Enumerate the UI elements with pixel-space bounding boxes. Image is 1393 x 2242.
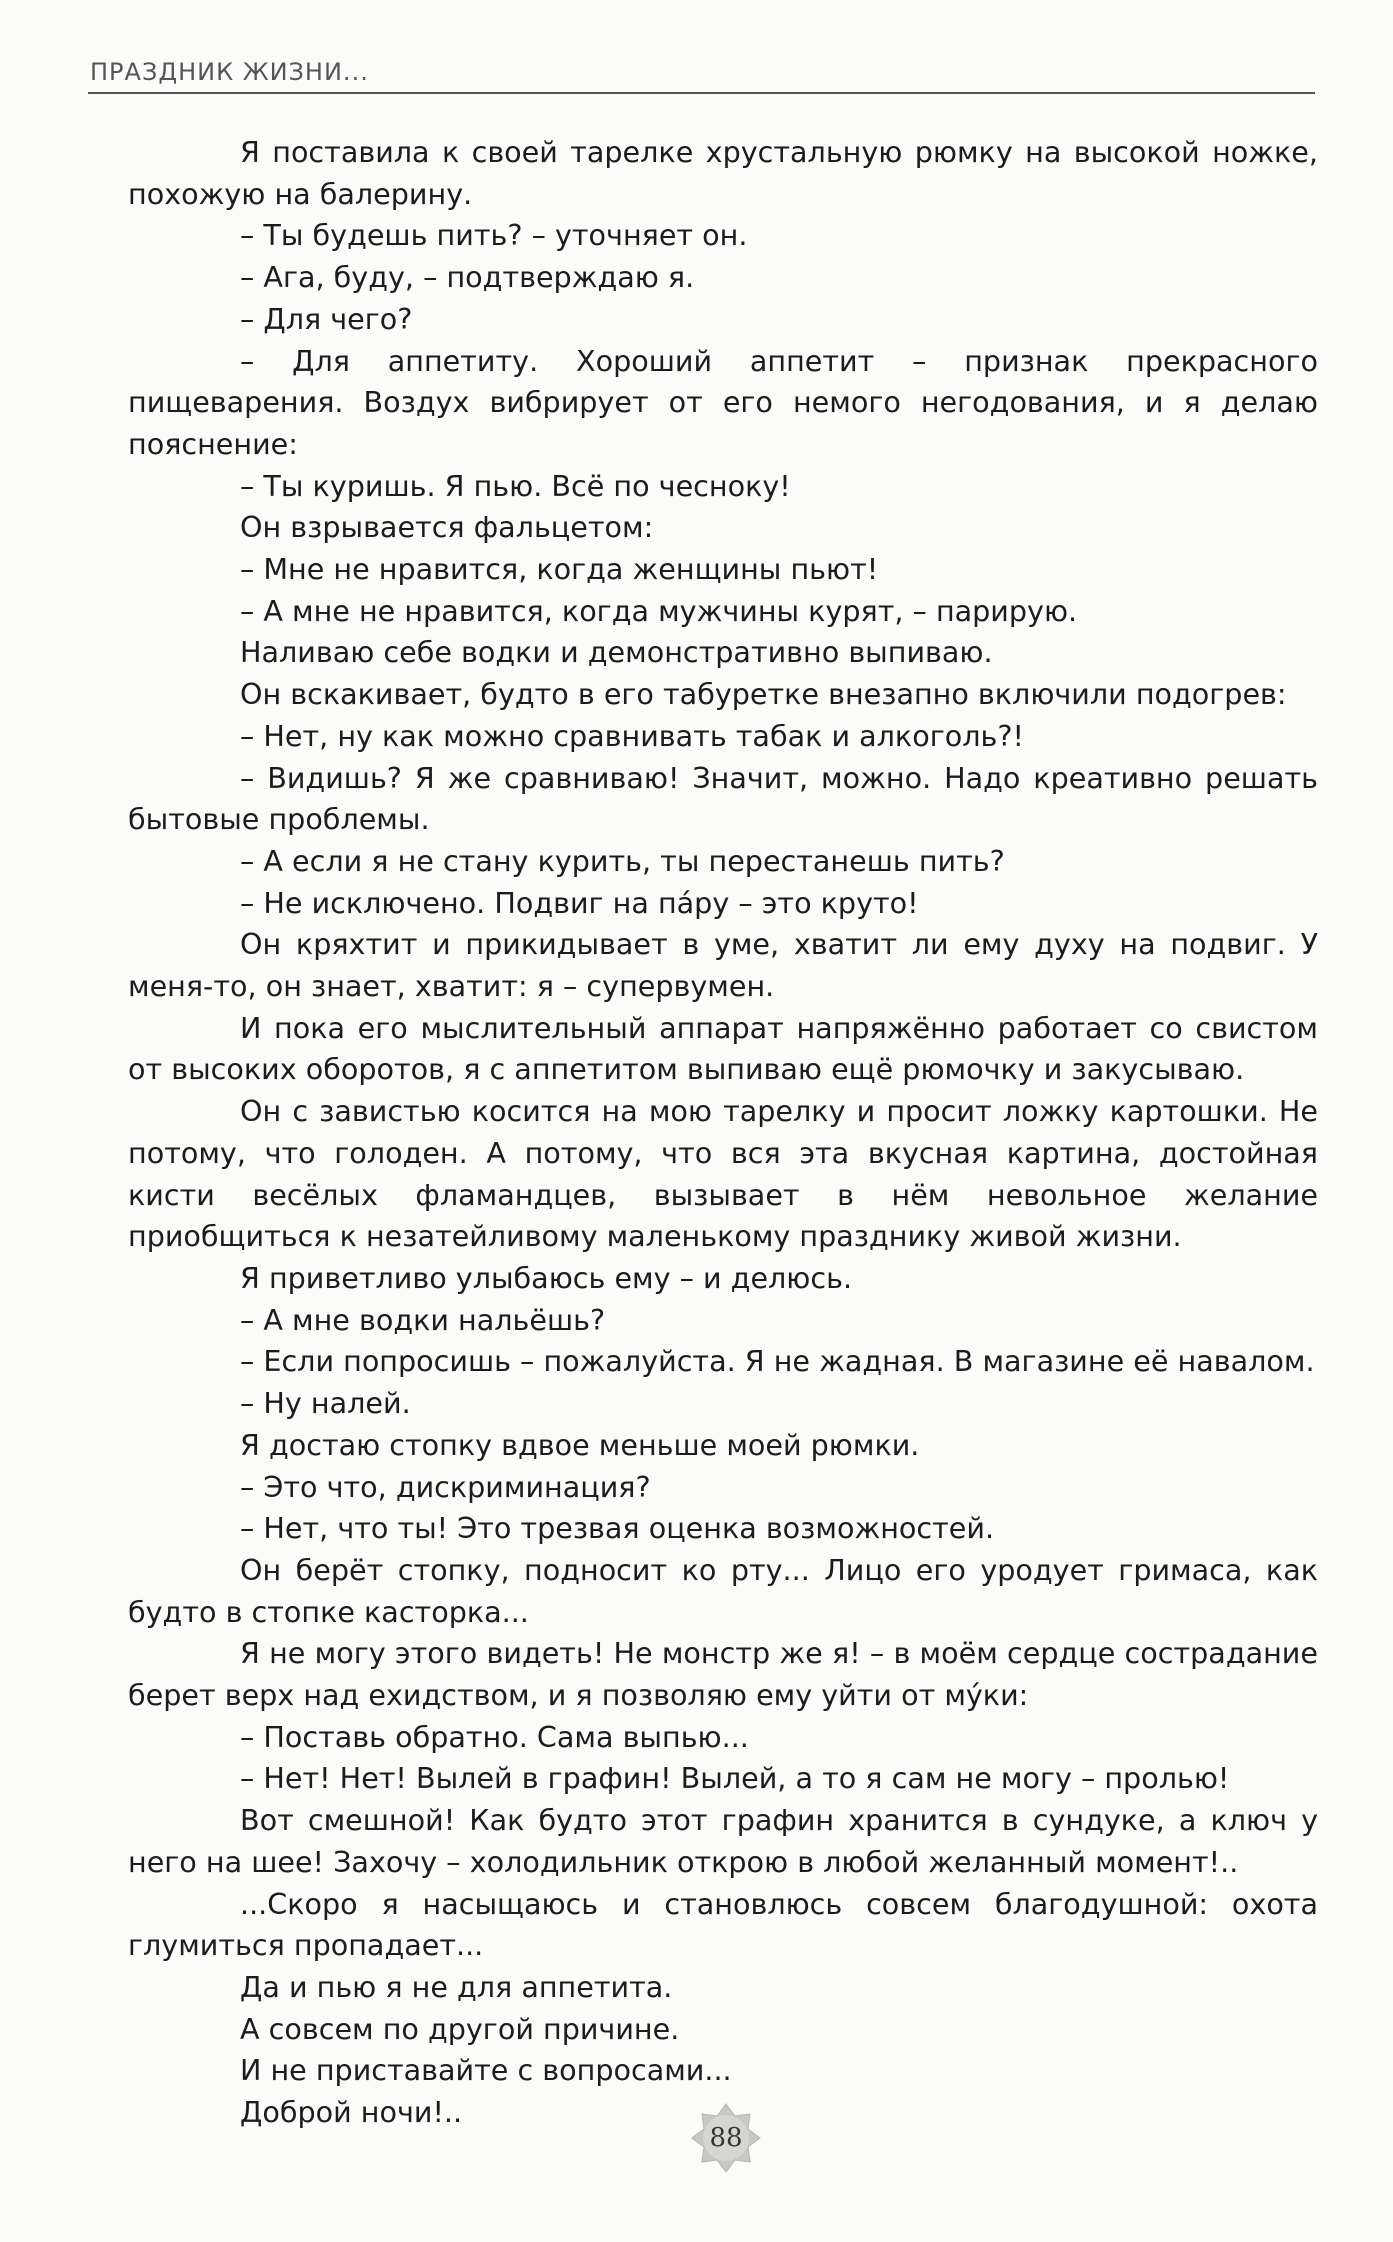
paragraph: Он кряхтит и прикидывает в уме, хватит ли ему духу на подвиг. У меня-то, он знает, хватит: я – супервумен. (128, 927, 1318, 1004)
paragraph: – А мне не нравится, когда мужчины курят, – парирую. (240, 593, 1078, 628)
paragraph: Я поставила к своей тарелке хрустальную рюмку на высокой ножке, похожую на балерину. (128, 135, 1318, 211)
paragraph: Он берёт стопку, подносит ко рту... Лицо его уродует гримаса, как будто в стопке касторка... (128, 1552, 1318, 1629)
paragraph: Да и пью я не для аппетита. (240, 1969, 673, 2004)
paragraph: Он взрывается фальцетом: (240, 510, 654, 545)
page-body-text (128, 132, 1318, 2134)
paragraph: Он вскакивает, будто в его табуретке внезапно включили подогрев: (240, 677, 1287, 712)
paragraph: Он с завистью косится на мою тарелку и просит ложку картошки. Не потому, что голоден. А потому, что вся эта вкусная картина, достойная кисти весёлых фламандцев, вызывает в нём невольное желание приобщиться к незатейливому маленькому празднику живой жизни. (128, 1094, 1318, 1254)
paragraph: И не приставайте с вопросами... (240, 2053, 732, 2088)
paragraph: – Ага, буду, – подтверждаю я. (240, 260, 695, 295)
paragraph: – Для чего? (240, 301, 413, 336)
page-number: 88 (709, 2123, 743, 2153)
paragraph: – А мне водки нальёшь? (240, 1302, 606, 1337)
paragraph: А совсем по другой причине. (240, 2011, 680, 2046)
paragraph: – Ты будешь пить? – уточняет он. (240, 218, 748, 253)
paragraph: – Если попросишь – пожалуйста. Я не жадная. В магазине её навалом. (240, 1344, 1315, 1379)
paragraph: Я не могу этого видеть! Не монстр же я! – в моём сердце сострадание берет верх над ехидством, и я позволяю ему уйти от мýки: (128, 1636, 1318, 1713)
paragraph: – Поставь обратно. Сама выпью... (240, 1719, 749, 1754)
paragraph: – Нет, ну как можно сравнивать табак и алкоголь?! (240, 718, 1024, 753)
paragraph: Я приветливо улыбаюсь ему – и делюсь. (240, 1260, 853, 1295)
paragraph: – Нет, что ты! Это трезвая оценка возможностей. (240, 1511, 995, 1546)
header-rule (88, 92, 1315, 94)
paragraph: – Нет! Нет! Вылей в графин! Вылей, а то я сам не могу – пролью! (240, 1761, 1230, 1796)
paragraph: Наливаю себе водки и демонстративно выпиваю. (240, 635, 993, 670)
running-header-title: ПРАЗДНИК ЖИЗНИ... (90, 58, 369, 86)
paragraph: – Это что, дискриминация? (240, 1469, 651, 1504)
paragraph: – Ну налей. (240, 1386, 411, 1421)
paragraph: Вот смешной! Как будто этот графин хранится в сундуке, а ключ у него на шее! Захочу – холодильник открою в любой желанный момент!.. (128, 1803, 1318, 1879)
paragraph: – А если я не стану курить, ты перестанешь пить? (240, 843, 1005, 878)
paragraph: – Ты куришь. Я пью. Всё по чесноку! (240, 468, 791, 503)
paragraph: – Не исключено. Подвиг на пáру – это круто! (240, 885, 919, 920)
paragraph: – Для аппетиту. Хороший аппетит – признак прекрасного пищеварения. Воздух вибрирует от его немого негодования, и я делаю пояснение: (128, 343, 1318, 461)
paragraph: – Видишь? Я же сравниваю! Значит, можно. Надо креативно решать бытовые проблемы. (128, 760, 1318, 837)
paragraph: Доброй ночи!.. (240, 2095, 463, 2130)
paragraph: И пока его мыслительный аппарат напряжённо работает со свистом от высоких оборотов, я с аппетитом выпиваю ещё рюмочку и закусываю. (128, 1010, 1318, 1087)
paragraph: ...Скоро я насыщаюсь и становлюсь совсем благодушной: охота глумиться пропадает... (128, 1886, 1318, 1963)
paragraph: Я достаю стопку вдвое меньше моей рюмки. (240, 1427, 920, 1462)
paragraph: – Мне не нравится, когда женщины пьют! (240, 552, 879, 587)
page-number-badge (690, 2102, 762, 2174)
